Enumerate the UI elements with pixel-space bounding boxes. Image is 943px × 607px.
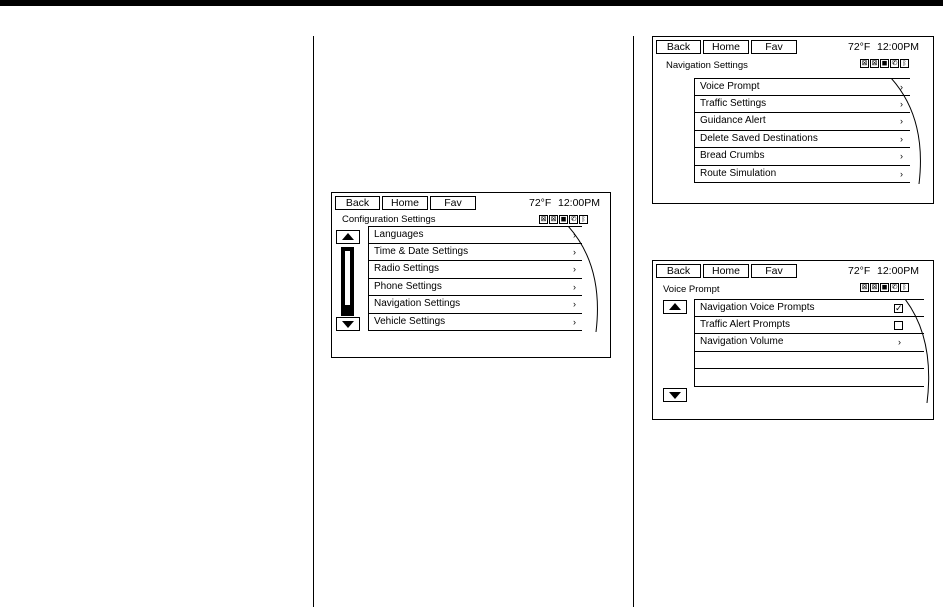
home-button[interactable]: Home <box>382 196 428 210</box>
chevron-right-icon: › <box>573 264 576 274</box>
list-item-label: Guidance Alert <box>700 115 766 126</box>
list-item-radio[interactable] <box>369 261 582 279</box>
signal-icon: ⊠ <box>540 216 547 223</box>
voice-prompt-list <box>694 299 924 387</box>
column-rule-right <box>633 36 634 607</box>
screen-title: Configuration Settings <box>342 214 436 225</box>
fav-button[interactable]: Fav <box>751 264 797 278</box>
list-item-route-simulation[interactable] <box>695 166 910 184</box>
chevron-right-icon: › <box>900 116 903 126</box>
navigation-settings-screen <box>652 36 934 204</box>
chevron-right-icon: › <box>900 151 903 161</box>
list-item-guidance-alert[interactable] <box>695 113 910 131</box>
scroll-up-button[interactable] <box>663 300 687 314</box>
scrollbar-thumb[interactable] <box>344 250 351 306</box>
no-signal-icon: ⊠ <box>871 284 878 291</box>
list-item-traffic-alert-prompts[interactable] <box>695 317 924 335</box>
tab-bar <box>656 264 799 278</box>
config-settings-screen <box>331 192 611 358</box>
mute-icon: ◼ <box>560 216 567 223</box>
list-item-label: Phone Settings <box>374 280 442 292</box>
status-icons <box>859 283 909 292</box>
settings-list <box>694 78 910 183</box>
no-signal-icon: ⊠ <box>871 60 878 67</box>
chevron-right-icon: › <box>900 168 903 179</box>
back-button[interactable]: Back <box>656 264 701 278</box>
status-icons <box>538 215 588 224</box>
up-arrow-icon <box>669 303 681 310</box>
list-item-label: Radio Settings <box>374 263 440 274</box>
list-curve-decoration <box>891 78 933 185</box>
chevron-right-icon: › <box>573 281 576 292</box>
settings-list <box>368 226 582 331</box>
home-button[interactable]: Home <box>703 40 749 54</box>
list-item-delete-saved-destinations[interactable] <box>695 131 910 149</box>
screen-title: Navigation Settings <box>666 60 748 71</box>
chevron-right-icon: › <box>898 337 901 347</box>
back-button[interactable]: Back <box>335 196 380 210</box>
list-item-label: Time & Date Settings <box>374 245 469 257</box>
list-item-label: Delete Saved Destinations <box>700 132 818 144</box>
up-arrow-icon <box>342 233 354 240</box>
chevron-right-icon: › <box>573 230 576 240</box>
mute-icon: ◼ <box>881 60 888 67</box>
list-item-label: Bread Crumbs <box>700 150 765 161</box>
phone-icon: ✆ <box>891 284 898 291</box>
no-signal-icon: ⊠ <box>550 216 557 223</box>
phone-icon: ✆ <box>570 216 577 223</box>
scroll-up-button[interactable] <box>336 230 360 244</box>
list-item-time-date[interactable] <box>369 244 582 262</box>
back-button[interactable]: Back <box>656 40 701 54</box>
fav-button[interactable]: Fav <box>430 196 476 210</box>
chevron-right-icon: › <box>573 246 576 257</box>
page-top-rule <box>0 0 943 6</box>
list-item-voice-prompt[interactable] <box>695 78 910 96</box>
list-item-vehicle[interactable] <box>369 314 582 332</box>
tab-bar <box>656 40 799 54</box>
phone-icon: ✆ <box>891 60 898 67</box>
list-item-empty <box>695 352 924 370</box>
mute-icon: ◼ <box>881 284 888 291</box>
clock: 12:00PM <box>877 41 920 53</box>
bluetooth-icon: ᛒ <box>900 59 909 68</box>
list-item-label: Navigation Volume <box>700 336 784 347</box>
screen-title: Voice Prompt <box>663 284 720 295</box>
list-item-label: Navigation Settings <box>374 298 461 309</box>
chevron-right-icon: › <box>900 82 903 92</box>
chevron-right-icon: › <box>573 299 576 309</box>
bluetooth-icon: ᛒ <box>900 283 909 292</box>
chevron-right-icon: › <box>573 316 576 327</box>
list-item-navigation-volume[interactable] <box>695 334 924 352</box>
checkbox-icon[interactable]: ✓ <box>895 303 903 313</box>
fav-button[interactable]: Fav <box>751 40 797 54</box>
list-curve-decoration <box>568 226 610 333</box>
list-item-empty <box>695 369 924 387</box>
list-item-traffic-settings[interactable] <box>695 96 910 114</box>
voice-prompt-screen <box>652 260 934 420</box>
chevron-right-icon: › <box>900 98 903 109</box>
temperature: 72°F <box>529 197 552 209</box>
list-item-label: Languages <box>374 229 424 240</box>
tab-bar <box>335 196 478 210</box>
list-item-phone[interactable] <box>369 279 582 297</box>
list-item-label: Traffic Alert Prompts <box>700 318 791 330</box>
scroll-down-button[interactable] <box>336 317 360 331</box>
status-icons <box>859 59 909 68</box>
down-arrow-icon <box>342 321 354 328</box>
home-button[interactable]: Home <box>703 264 749 278</box>
list-item-languages[interactable] <box>369 226 582 244</box>
list-item-label: Route Simulation <box>700 167 777 179</box>
list-item-label: Vehicle Settings <box>374 315 446 327</box>
clock: 12:00PM <box>558 197 601 209</box>
list-item-label: Traffic Settings <box>700 97 767 109</box>
list-item-label: Navigation Voice Prompts <box>700 302 815 313</box>
temperature: 72°F <box>848 41 871 53</box>
chevron-right-icon: › <box>900 133 903 144</box>
temperature: 72°F <box>848 265 871 277</box>
scrollbar-track[interactable] <box>341 247 354 316</box>
list-item-bread-crumbs[interactable] <box>695 148 910 166</box>
list-curve-decoration <box>905 299 935 404</box>
checkbox-icon[interactable] <box>894 321 903 330</box>
column-rule-left <box>313 36 314 607</box>
signal-icon: ⊠ <box>861 60 868 67</box>
list-item-navigation[interactable] <box>369 296 582 314</box>
down-arrow-icon <box>669 392 681 399</box>
clock: 12:00PM <box>877 265 920 277</box>
signal-icon: ⊠ <box>861 284 868 291</box>
list-item-navigation-voice-prompts[interactable] <box>695 299 924 317</box>
list-item-label: Voice Prompt <box>700 81 760 92</box>
bluetooth-icon: ᛒ <box>579 215 588 224</box>
scroll-down-button[interactable] <box>663 388 687 402</box>
